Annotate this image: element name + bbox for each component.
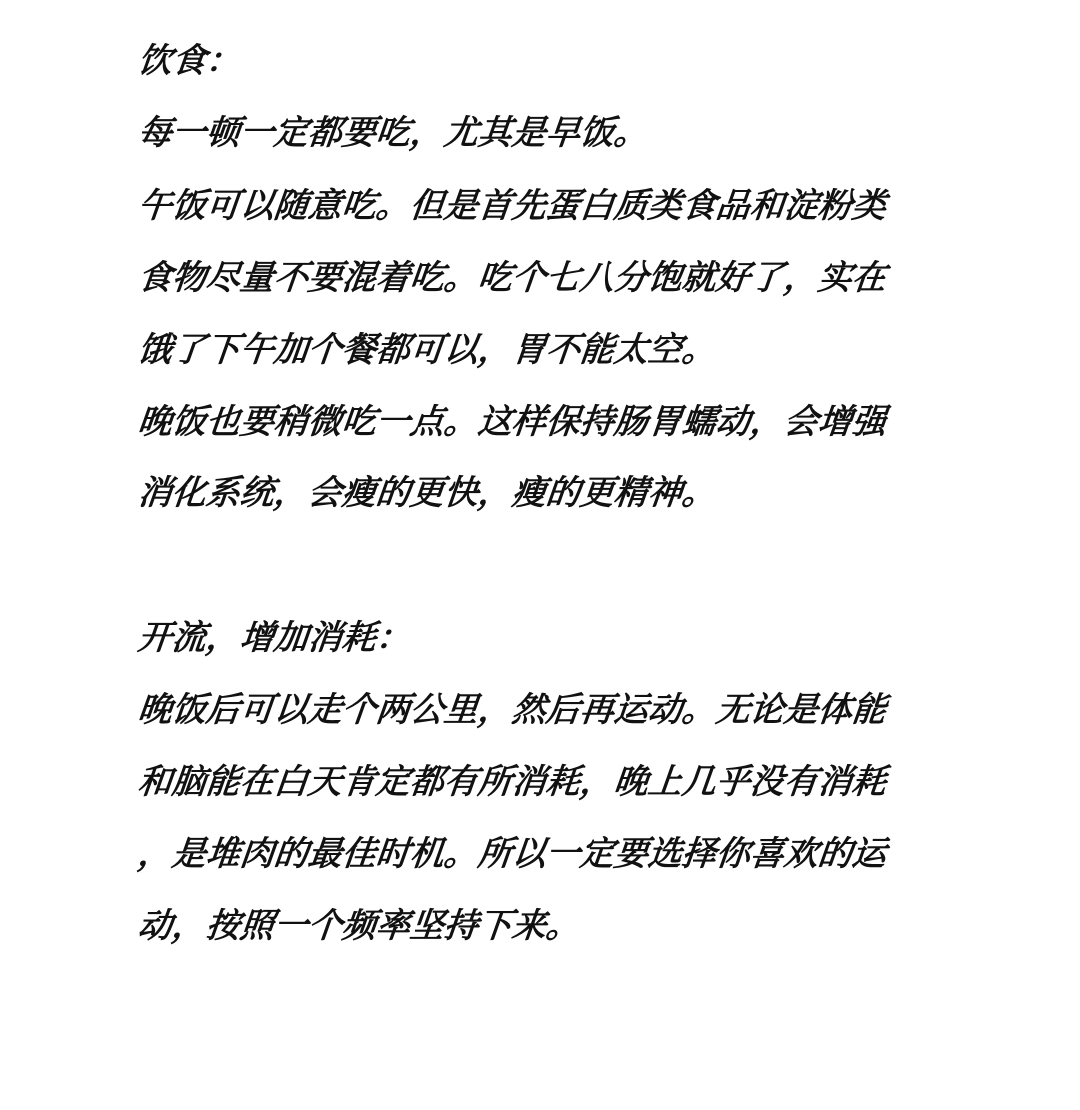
exercise-paragraph-line: 和脑能在白天肯定都有所消耗，晚上几乎没有消耗 [135, 762, 889, 802]
section-heading-diet: 饮食： [135, 41, 243, 81]
diet-paragraph-line: 每一顿一定都要吃，尤其是早饭。 [135, 113, 651, 153]
diet-paragraph-line: 饿了下午加个餐都可以，胃不能太空。 [135, 330, 719, 370]
diet-paragraph-line: 晚饭也要稍微吃一点。这样保持肠胃蠕动，会增强 [135, 402, 889, 442]
diet-paragraph-line: 消化系统，会瘦的更快，瘦的更精神。 [135, 473, 719, 513]
exercise-paragraph-line: 晚饭后可以走个两公里，然后再运动。无论是体能 [135, 690, 889, 730]
section-heading-exercise: 开流，增加消耗： [135, 618, 413, 658]
exercise-paragraph-line: ，是堆肉的最佳时机。所以一定要选择你喜欢的运 [135, 834, 889, 874]
diet-paragraph-line: 食物尽量不要混着吃。吃个七八分饱就好了，实在 [135, 258, 889, 298]
exercise-paragraph-line: 动，按照一个频率坚持下来。 [135, 906, 583, 946]
diet-paragraph-line: 午饭可以随意吃。但是首先蛋白质类食品和淀粉类 [135, 186, 889, 226]
